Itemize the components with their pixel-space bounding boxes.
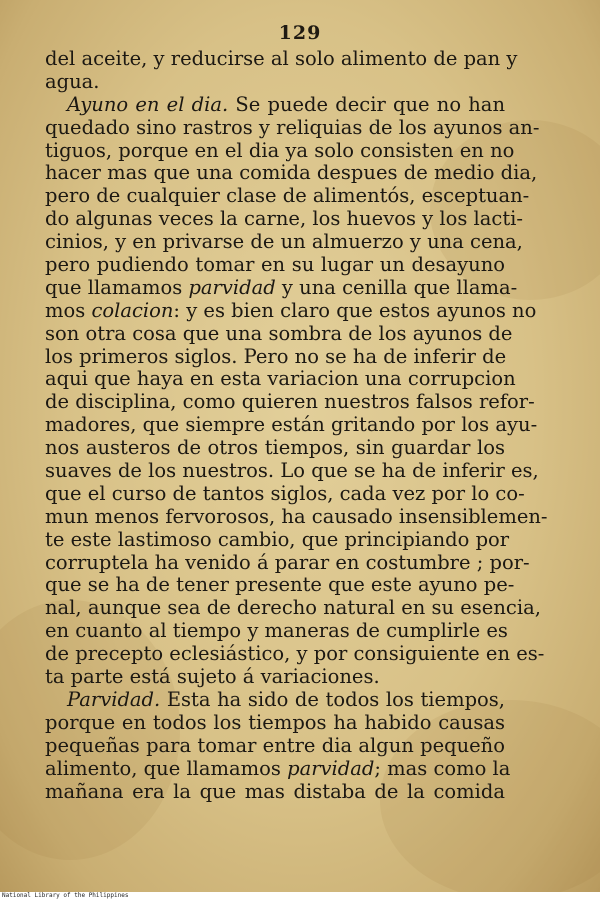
- text-line: [45, 619, 508, 643]
- text-line: [45, 207, 524, 231]
- line-text-after: ; mas como la: [374, 756, 511, 780]
- italic-term: parvidad: [188, 275, 276, 299]
- text-line: [45, 161, 538, 185]
- line-text: agua.: [45, 69, 100, 93]
- text-line: [45, 115, 540, 140]
- text-line: [45, 712, 505, 735]
- line-text: tiguos, porque en el dia ya solo consisten en no: [45, 138, 515, 162]
- library-watermark: National Library of the Philippines: [0, 892, 600, 900]
- text-line: [45, 689, 505, 712]
- text-line: [45, 481, 525, 506]
- line-text: Se puede decir que no han: [228, 92, 505, 116]
- line-text: del aceite, y reducirse al solo alimento de pan y: [45, 47, 518, 70]
- line-text: do algunas veces la carne, los huevos y los lacti-: [45, 207, 524, 231]
- text-line: [45, 298, 537, 323]
- line-text: de disciplina, como quieren nuestros falsos refor-: [45, 390, 535, 414]
- italic-term: colacion: [91, 298, 174, 322]
- text-line: [45, 275, 518, 300]
- line-text: corruptela ha venido á parar en costumbre ; por-: [45, 550, 530, 574]
- line-text: que llamamos: [45, 275, 189, 299]
- line-text: mos: [45, 298, 92, 322]
- line-text: Esta ha sido de todos los tiempos,: [160, 687, 505, 711]
- text-line: [45, 94, 505, 117]
- line-text: pequeñas para tomar entre dia algun pequeño: [45, 733, 505, 757]
- body-text: [45, 47, 548, 803]
- text-line: [45, 390, 535, 414]
- text-line: [45, 184, 530, 208]
- italic-term: parvidad: [287, 756, 375, 780]
- text-line: [45, 459, 539, 483]
- line-text-after: y una cenilla que llama-: [275, 275, 518, 299]
- line-text: madores, que siempre están gritando por los ayu-: [45, 413, 538, 437]
- line-text: pero de cualquier clase de alimentós, esceptuan-: [45, 184, 530, 208]
- text-line: [45, 666, 505, 689]
- text-line: [45, 735, 505, 758]
- text-line: [45, 781, 505, 804]
- page-number: 129: [278, 22, 322, 44]
- text-line: [45, 254, 505, 277]
- line-text: que el curso de tantos siglos, cada vez por lo co-: [45, 481, 525, 505]
- text-line: [45, 71, 505, 94]
- italic-heading: Parvidad.: [67, 687, 161, 711]
- line-text: nal, aunque sea de derecho natural en su esencia,: [45, 596, 541, 620]
- line-text: hacer mas que una comida despues de medio dia,: [45, 161, 538, 185]
- text-line: [45, 642, 545, 666]
- text-line: [45, 47, 518, 71]
- line-text: ta parte está sujeto á variaciones.: [45, 665, 380, 689]
- line-text: mun menos fervorosos, ha causado insensiblemen-: [45, 504, 548, 528]
- text-line: [45, 437, 505, 460]
- line-text: de precepto eclesiástico, y por consiguiente en es-: [45, 642, 545, 666]
- line-text: nos austeros de otros tiempos, sin guardar los: [45, 436, 505, 460]
- text-line: [45, 346, 505, 369]
- text-line: [45, 596, 541, 620]
- text-line: [45, 550, 530, 575]
- line-text: que se ha de tener presente que este ayuno pe-: [45, 573, 515, 597]
- line-text: los primeros siglos. Pero no se ha de inferir de: [45, 344, 507, 368]
- text-line: [45, 504, 548, 529]
- text-line: [45, 367, 516, 391]
- line-text: suaves de los nuestros. Lo que se ha de inferir es,: [45, 459, 539, 483]
- text-line: [45, 413, 538, 437]
- line-text: pero pudiendo tomar en su lugar un desayuno: [45, 253, 505, 277]
- line-text: porque en todos los tiempos ha habido causas: [45, 710, 505, 734]
- line-text: alimento, que llamamos: [45, 756, 288, 780]
- line-text: te este lastimoso cambio, que principiando por: [45, 527, 510, 551]
- text-line: [45, 527, 510, 552]
- text-line: [45, 321, 513, 346]
- line-text: quedado sino rastros y reliquias de los ayunos an-: [45, 115, 540, 139]
- text-line: [45, 138, 515, 163]
- italic-heading: Ayuno en el dia.: [67, 92, 229, 116]
- line-text-after: : y es bien claro que estos ayunos no: [173, 298, 537, 322]
- line-text: cinios, y en privarse de un almuerzo y una cena,: [45, 230, 523, 254]
- text-line: [45, 756, 511, 781]
- text-line: [45, 573, 515, 597]
- line-text: son otra cosa que una sombra de los ayunos de: [45, 321, 513, 345]
- line-text: mañana era la que mas distaba de la comida: [45, 779, 505, 803]
- text-line: [45, 230, 523, 254]
- line-text: aqui que haya en esta variacion una corrupcion: [45, 367, 516, 391]
- line-text: en cuanto al tiempo y maneras de cumplirle es: [45, 619, 508, 643]
